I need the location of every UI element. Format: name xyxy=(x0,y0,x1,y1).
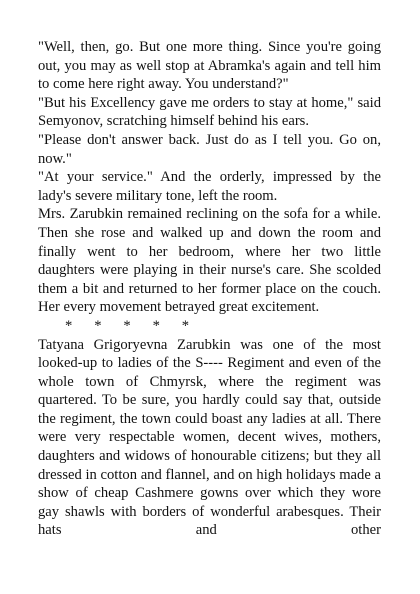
paragraph-4: "At your service." And the orderly, impressed by the lady's severe military tone, left the room. xyxy=(38,169,381,204)
paragraph-3: "Please don't answer back. Just do as I tell you. Go on, now." xyxy=(38,131,381,167)
section-paragraph: Tatyana Grigoryevna Zarubkin was one of the most looked-up to ladies of the S---- Regiment and even of the whole town of Chmyrsk, where the regiment was quartered. To be sure, you hardly could say that, outside the regiment, the town could boast any ladies at all. There were very respectable women, decent wives, mothers, daughters and widows of honourable citizens; but they all dressed in cotton and flannel, and on high holidays made a show of cheap Cashmere gowns over which they wore gay shawls with borders of wonderful arabesques. Their hats and other xyxy=(38,336,381,539)
paragraph-2: "But his Excellency gave me orders to stay at home," said Semyonov, scratching himself behind his ears. xyxy=(38,94,381,130)
paragraph-1: "Well, then, go. But one more thing. Since you're going out, you may as well stop at Abramka's again and tell him to come here right away. You understand?" xyxy=(38,39,381,93)
paragraph-5: Mrs. Zarubkin remained reclining on the sofa for a while. Then she rose and walked up and down the room and finally went to her bedroom, where her two little daughters were playing in their nurse's care. She scolded them a bit and returned to her former place on the couch. Her every movement betrayed great excitement. xyxy=(38,206,381,316)
document-page xyxy=(38,38,381,540)
section-separator: * * * * * xyxy=(65,317,190,334)
